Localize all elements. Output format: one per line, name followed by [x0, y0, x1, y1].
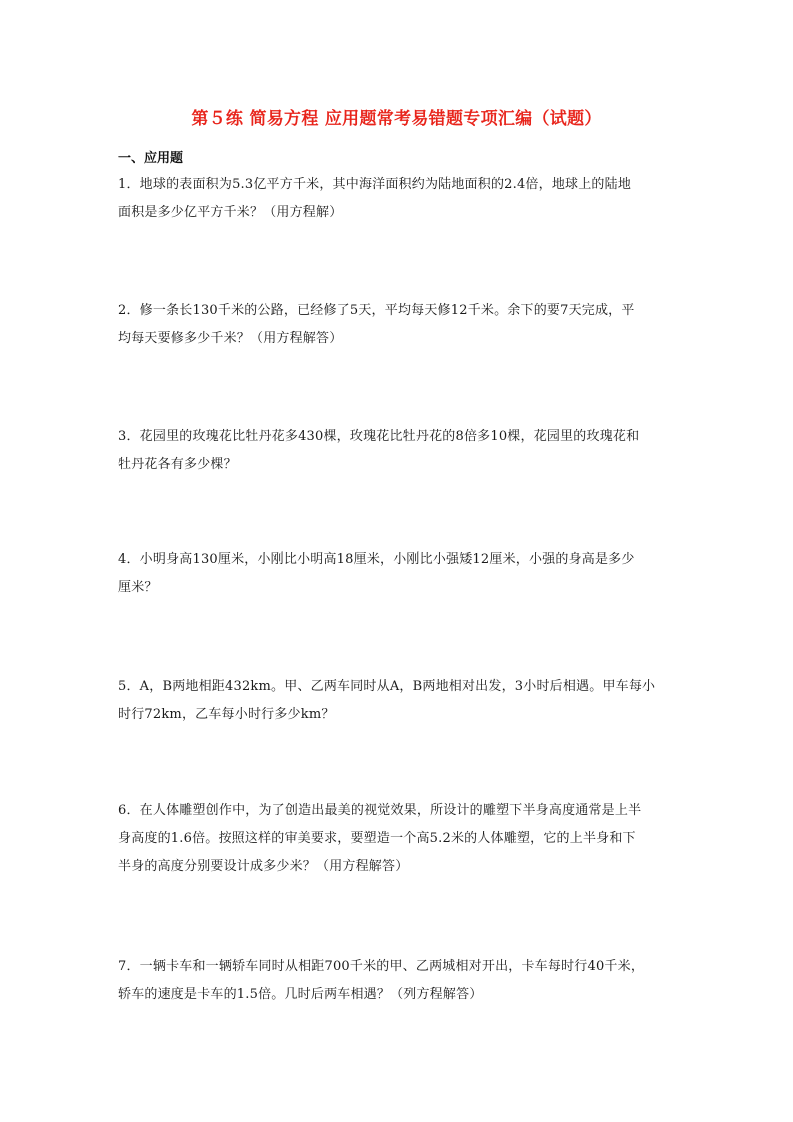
question-7 — [118, 953, 678, 1009]
question-4 — [118, 546, 678, 602]
question-5 — [118, 673, 678, 729]
question-1-line-2: 面积是多少亿平方千米？（用方程解） — [118, 205, 343, 220]
question-3-line-1: 3．花园里的玫瑰花比牡丹花多430棵，玫瑰花比牡丹花的8倍多10棵，花园里的玫瑰花和 — [118, 429, 640, 444]
question-6 — [118, 797, 678, 881]
question-1 — [118, 171, 678, 227]
question-1-line-1: 1．地球的表面积为5.3亿平方千米，其中海洋面积约为陆地面积的2.4倍，地球上的陆地 — [118, 177, 632, 192]
question-5-line-2: 时行72km，乙车每小时行多少km？ — [118, 707, 335, 722]
question-2-line-2: 均每天要修多少千米？（用方程解答） — [118, 331, 343, 346]
question-2 — [118, 297, 678, 353]
question-7-line-1: 7．一辆卡车和一辆轿车同时从相距700千米的甲、乙两城相对开出，卡车每时行40千米， — [118, 959, 645, 974]
question-6-line-1: 6．在人体雕塑创作中，为了创造出最美的视觉效果，所设计的雕塑下半身高度通常是上半 — [118, 803, 642, 818]
question-6-line-2: 身高度的1.6倍。按照这样的审美要求，要塑造一个高5.2米的人体雕塑，它的上半身和下 — [118, 831, 636, 846]
question-2-line-1: 2．修一条长130千米的公路，已经修了5天，平均每天修12千米。余下的要7天完成，平 — [118, 303, 635, 318]
section-heading: 一、应用题 — [118, 151, 184, 166]
question-3-line-2: 牡丹花各有多少棵？ — [118, 457, 237, 472]
question-5-line-1: 5．A，B两地相距432km。甲、乙两车同时从A，B两地相对出发，3小时后相遇。甲车每小 — [118, 679, 656, 694]
question-4-line-1: 4．小明身高130厘米，小刚比小明高18厘米，小刚比小强矮12厘米，小强的身高是多少 — [118, 552, 635, 567]
question-7-line-2: 轿车的速度是卡车的1.5倍。几时后两车相遇？（列方程解答） — [118, 987, 483, 1002]
question-3 — [118, 423, 678, 479]
question-6-line-3: 半身的高度分别要设计成多少米？（用方程解答） — [118, 859, 409, 874]
question-4-line-2: 厘米？ — [118, 580, 158, 595]
page-title: 第５练 简易方程 应用题常考易错题专项汇编（试题） — [191, 109, 602, 129]
